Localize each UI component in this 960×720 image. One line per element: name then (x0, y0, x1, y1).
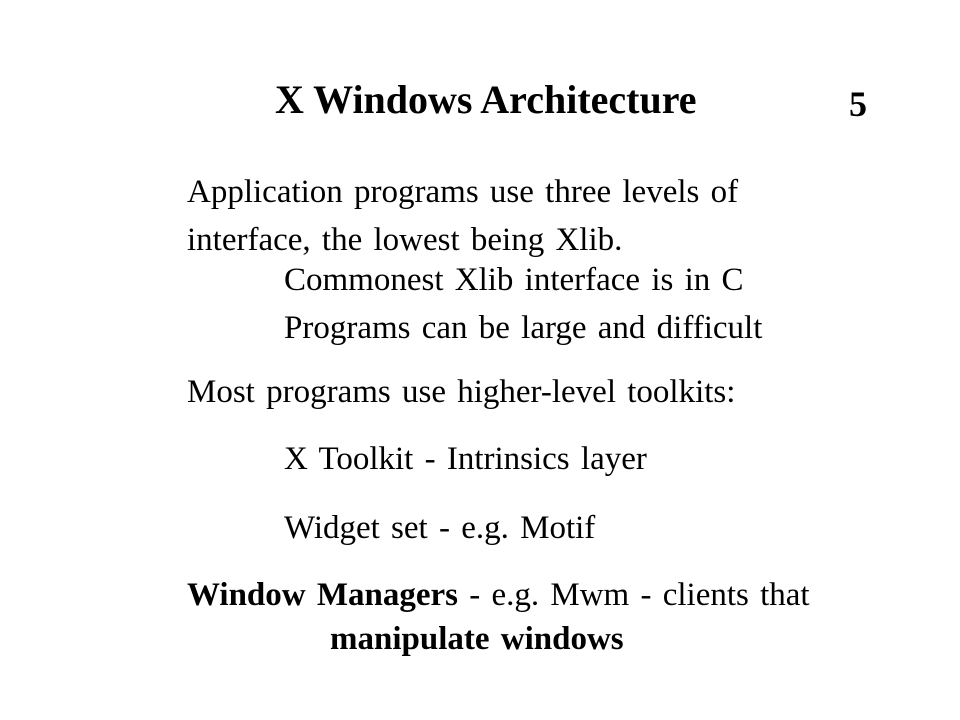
toolkit-item-x-toolkit: X Toolkit - Intrinsics layer (284, 441, 647, 477)
slide-title: X Windows Architecture (275, 77, 697, 122)
toolkit-item-widget-set: Widget set - e.g. Motif (284, 510, 596, 546)
page-number: 5 (849, 84, 867, 124)
window-managers-term: Window Managers (187, 577, 458, 613)
paragraph-3-line-2: manipulate windows (330, 621, 624, 657)
paragraph-2-line-1: Most programs use higher-level toolkits: (187, 374, 736, 410)
paragraph-1-subline-2: Programs can be large and difficult (284, 310, 763, 346)
paragraph-1-line-2: interface, the lowest being Xlib. (187, 222, 623, 258)
paragraph-1-line-1: Application programs use three levels of (187, 174, 739, 210)
window-managers-description: - e.g. Mwm - clients that (458, 577, 810, 613)
paragraph-3-line-1 (187, 575, 810, 615)
paragraph-1-subline-1: Commonest Xlib interface is in C (284, 262, 744, 298)
